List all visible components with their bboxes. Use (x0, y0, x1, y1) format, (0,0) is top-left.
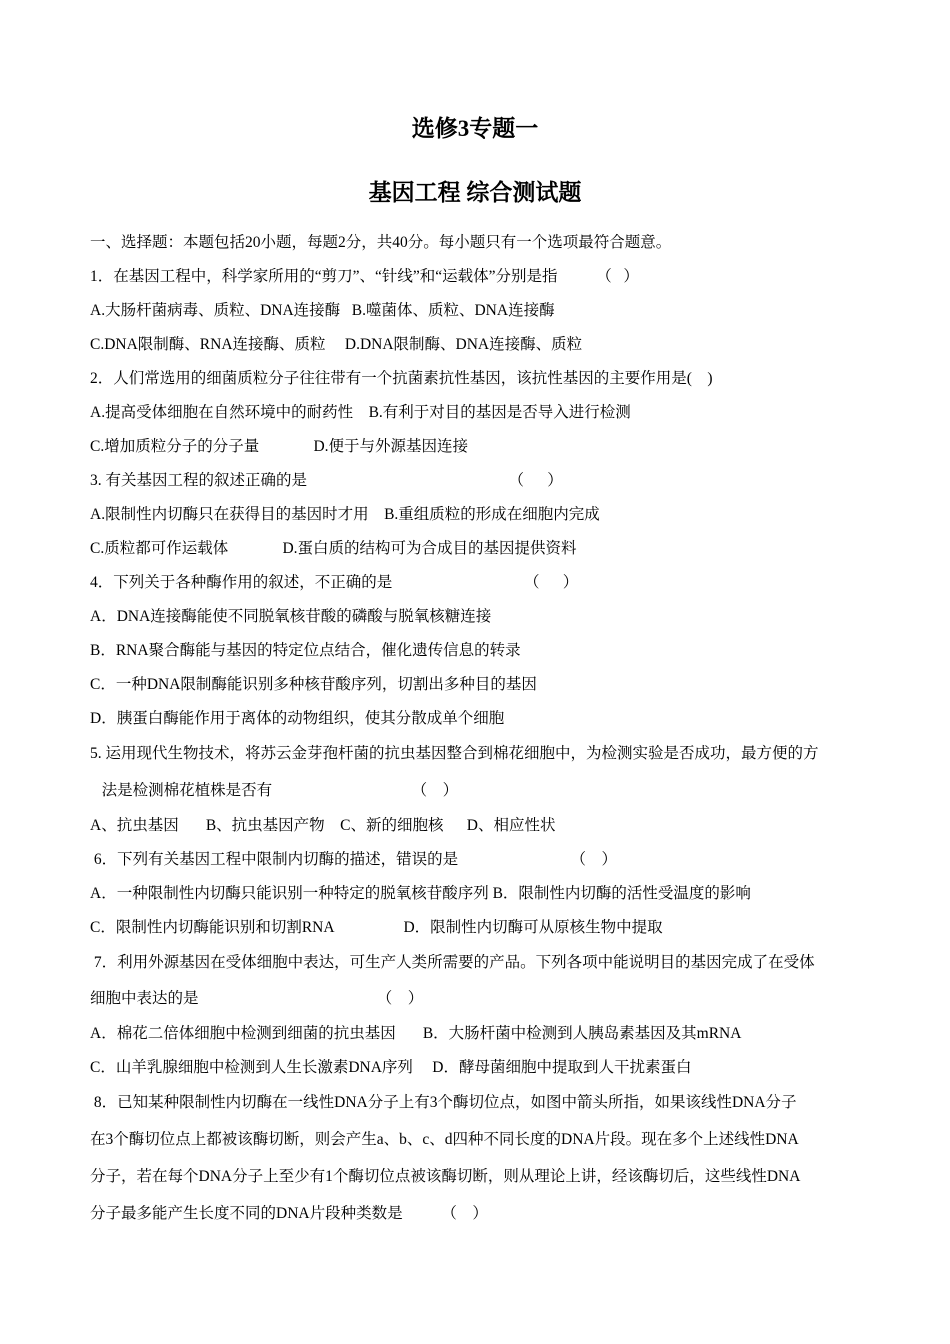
q7-options-ab: A．棉花二倍体细胞中检测到细菌的抗虫基因 B．大肠杆菌中检测到人胰岛素基因及其mRNA (90, 1025, 742, 1042)
q6-options-cd: C．限制性内切酶能识别和切割RNA D．限制性内切酶可从原核生物中提取 (90, 919, 663, 936)
section-intro: 一、选择题：本题包括20小题，每题2分，共40分。每小题只有一个选项最符合题意。 (90, 234, 672, 251)
q5-stem-line2: 法是检测棉花植株是否有 （ ） (90, 782, 459, 799)
q2-options-ab: A.提高受体细胞在自然环境中的耐药性 B.有利于对目的基因是否导入进行检测 (90, 404, 631, 421)
q4-option-c: C．一种DNA限制酶能识别多种核苷酸序列，切割出多种目的基因 (90, 676, 537, 693)
q3-options-cd: C.质粒都可作运载体 D.蛋白质的结构可为合成目的基因提供资料 (90, 540, 577, 557)
q4-stem: 4．下列关于各种酶作用的叙述，不正确的是 （ ） (90, 574, 579, 591)
q1-options-cd: C.DNA限制酶、RNA连接酶、质粒 D.DNA限制酶、DNA连接酶、质粒 (90, 336, 583, 353)
q5-options: A、抗虫基因 B、抗虫基因产物 C、新的细胞核 D、相应性状 (90, 817, 556, 834)
q8-line3: 分子，若在每个DNA分子上至少有1个酶切位点被该酶切断，则从理论上讲，经该酶切后，这些线性DNA (90, 1168, 801, 1185)
q8-line2: 在3个酶切位点上都被该酶切断，则会产生a、b、c、d四种不同长度的DNA片段。现在多个上述线性DNA (90, 1131, 799, 1148)
q8-line1: 8．已知某种限制性内切酶在一线性DNA分子上有3个酶切位点，如图中箭头所指，如果该线性DNA分子 (90, 1094, 797, 1111)
q6-options-ab: A．一种限制性内切酶只能识别一种特定的脱氧核苷酸序列 B．限制性内切酶的活性受温度的影响 (90, 885, 751, 902)
q3-options-ab: A.限制性内切酶只在获得目的基因时才用 B.重组质粒的形成在细胞内完成 (90, 506, 600, 523)
q7-stem-line2: 细胞中表达的是 （ ） (90, 990, 424, 1007)
doc-subtitle: 基因工程 综合测试题 (368, 180, 582, 205)
doc-title: 选修3专题一 (411, 116, 539, 141)
q5-stem-line1: 5. 运用现代生物技术，将苏云金芽孢杆菌的抗虫基因整合到棉花细胞中，为检测实验是否成功，最方便的方 (90, 745, 819, 762)
q7-options-cd: C．山羊乳腺细胞中检测到人生长激素DNA序列 D．酵母菌细胞中提取到人干扰素蛋白 (90, 1059, 692, 1076)
q2-stem: 2．人们常选用的细菌质粒分子往往带有一个抗菌素抗性基因，该抗性基因的主要作用是( ) (90, 370, 713, 387)
q7-stem-line1: 7．利用外源基因在受体细胞中表达，可生产人类所需要的产品。下列各项中能说明目的基因完成了在受体 (90, 954, 815, 971)
q4-option-b: B．RNA聚合酶能与基因的特定位点结合，催化遗传信息的转录 (90, 642, 521, 659)
q6-stem: 6．下列有关基因工程中限制内切酶的描述，错误的是 （ ） (90, 851, 618, 868)
q3-stem: 3. 有关基因工程的叙述正确的是 （ ） (90, 472, 563, 489)
q1-options-ab: A.大肠杆菌病毒、质粒、DNA连接酶 B.噬菌体、质粒、DNA连接酶 (90, 302, 555, 319)
q4-option-d: D．胰蛋白酶能作用于离体的动物组织，使其分散成单个细胞 (90, 710, 505, 727)
q8-line4: 分子最多能产生长度不同的DNA片段种类数是 （ ） (90, 1205, 488, 1222)
q4-option-a: A．DNA连接酶能使不同脱氧核苷酸的磷酸与脱氧核糖连接 (90, 608, 492, 625)
q2-options-cd: C.增加质粒分子的分子量 D.便于与外源基因连接 (90, 438, 469, 455)
q1-stem: 1．在基因工程中，科学家所用的“剪刀”、“针线”和“运载体”分别是指 （ ） (90, 268, 639, 285)
